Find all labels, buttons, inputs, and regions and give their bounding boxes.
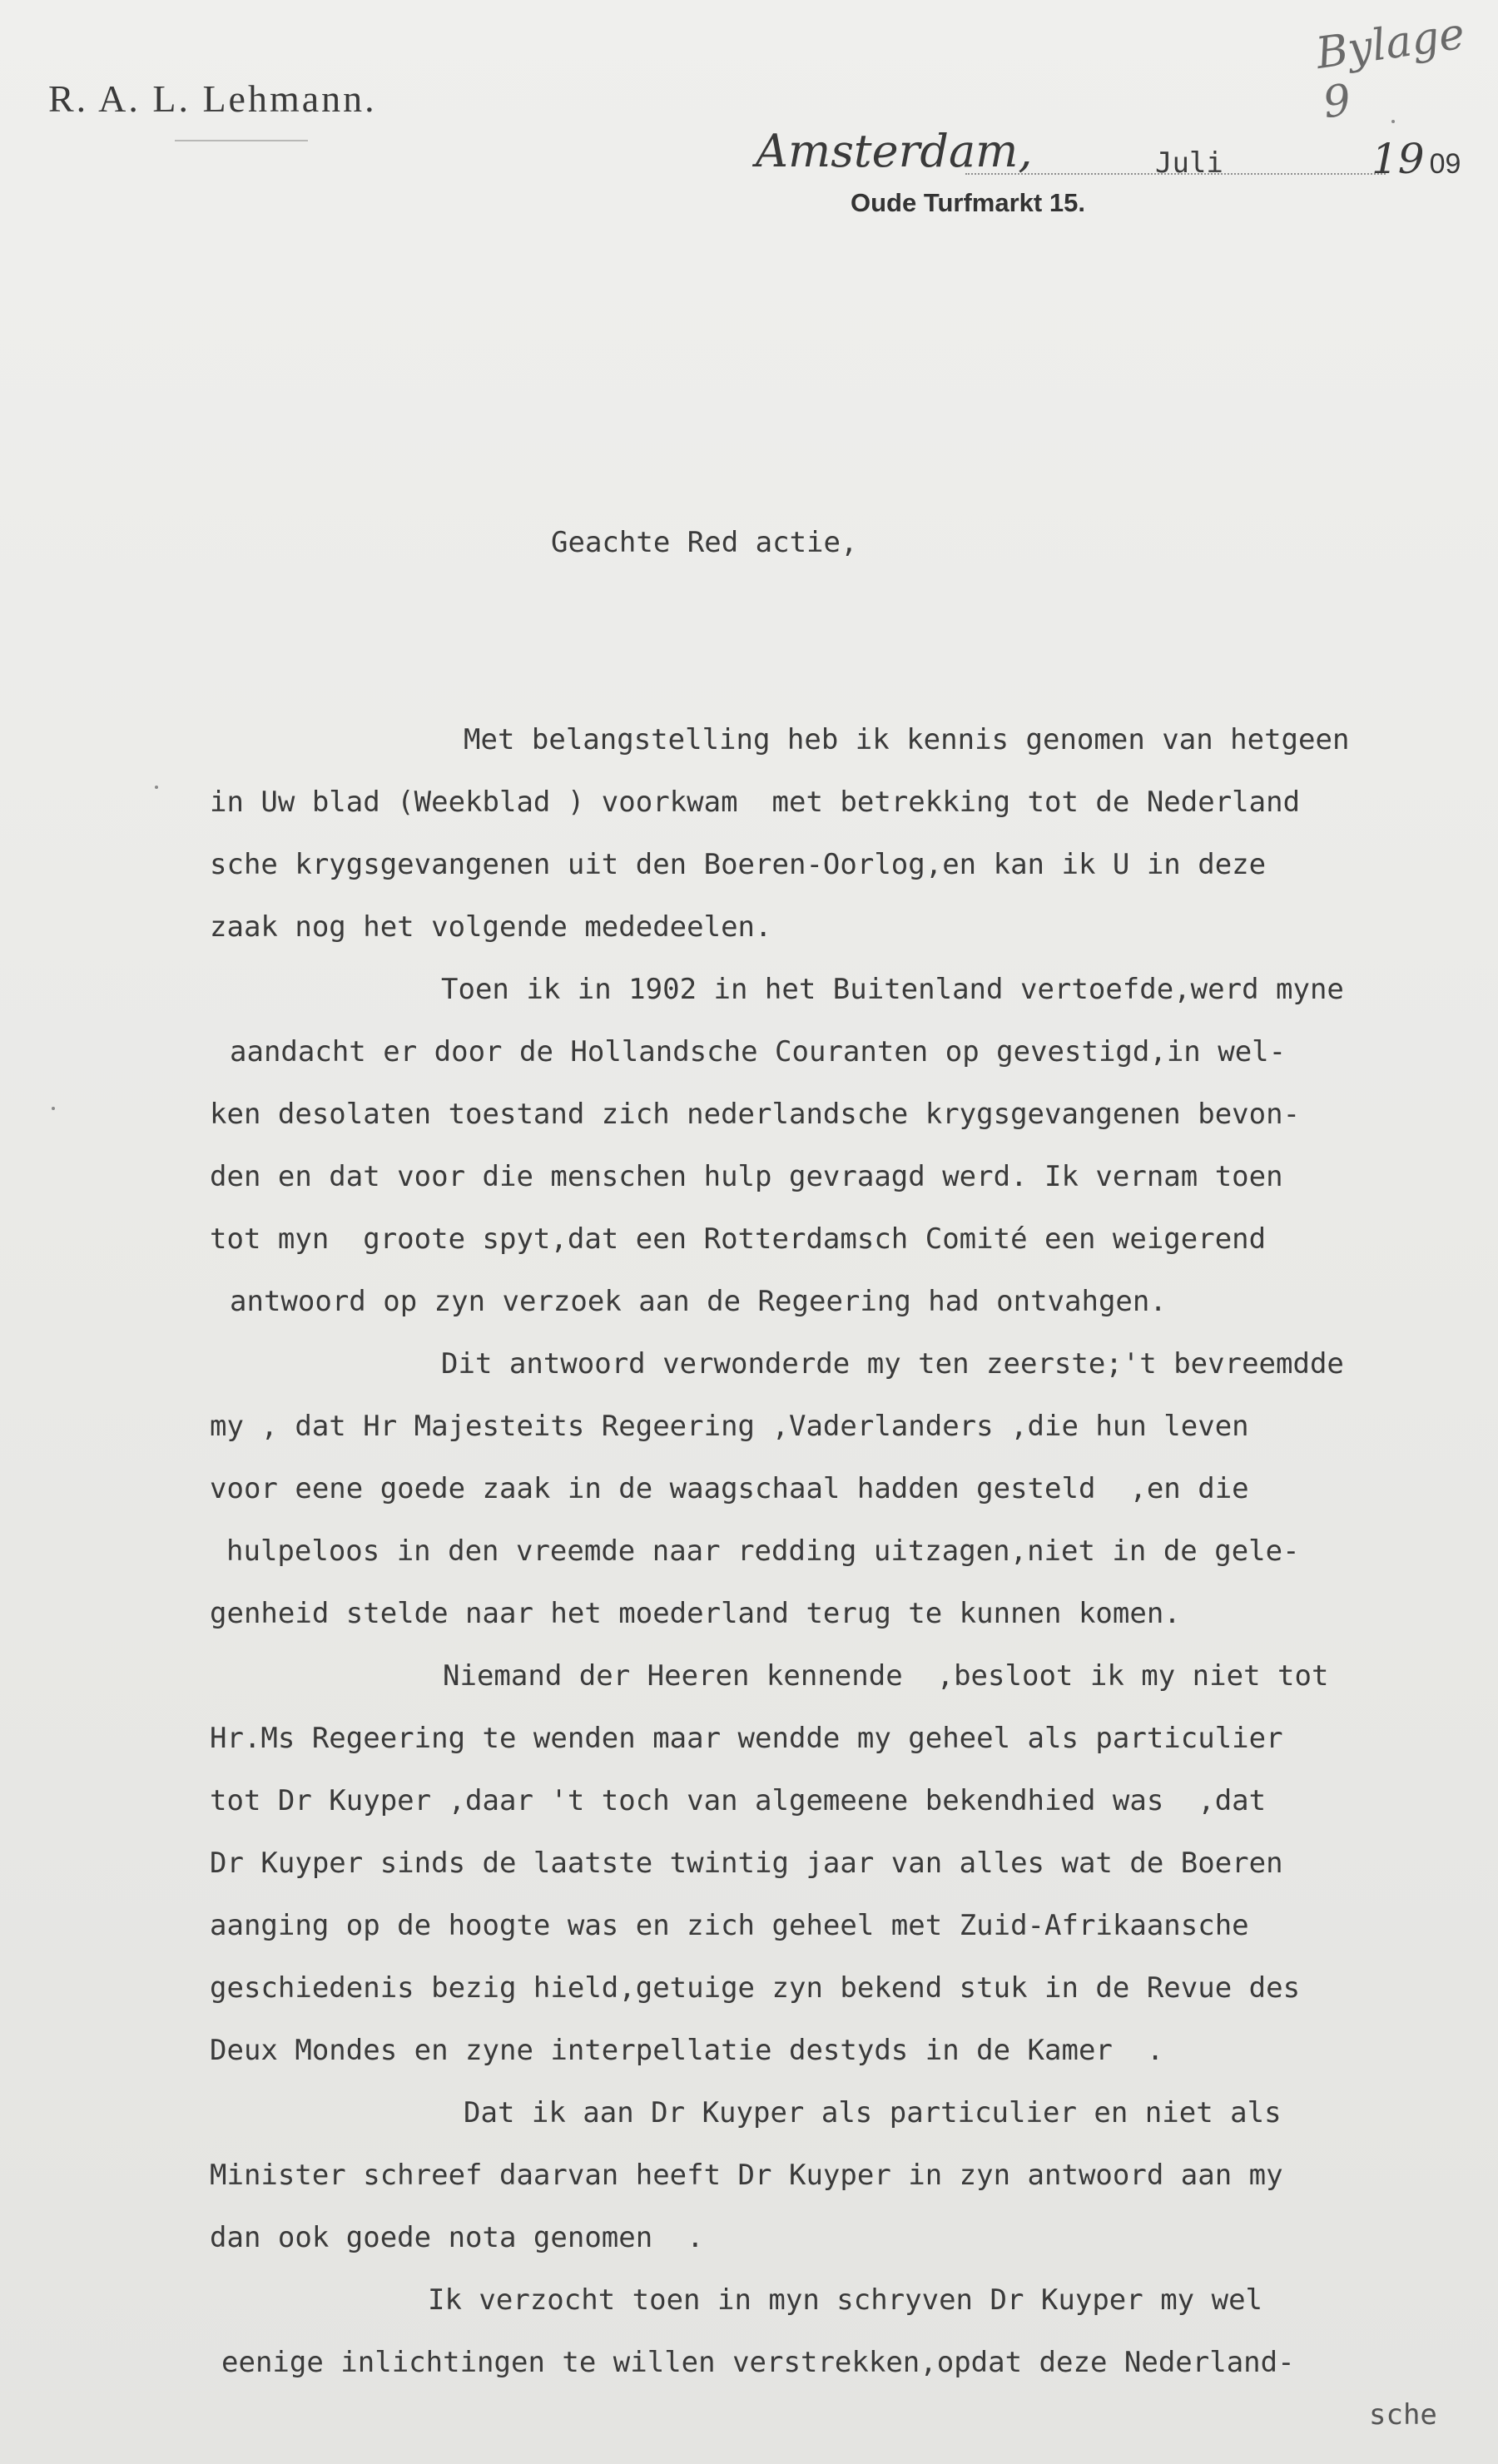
body-line: den en dat voor die menschen hulp gevraagd werd. Ik vernam toen [210,1160,1283,1193]
body-line: tot Dr Kuyper ,daar 't toch van algemeene bekendhied was ,dat [210,1784,1267,1817]
sender-name: R. A. L. Lehmann. [48,77,377,120]
body-line: hulpeloos in den vreemde naar redding uitzagen,niet in de gele- [226,1534,1300,1568]
date-month: Juli [1155,146,1223,180]
body-line: aandacht er door de Hollandsche Couranten op gevestigd,in wel- [230,1035,1287,1068]
body-line: Hr.Ms Regeering te wenden maar wendde my geheel als particulier [210,1722,1283,1755]
body-line: Dit antwoord verwonderde my ten zeerste;'t bevreemdde [441,1347,1344,1381]
letterhead-rule [175,140,308,141]
body-line: voor eene goede zaak in de waagschaal hadden gesteld ,en die [210,1472,1249,1505]
body-line: Niemand der Heeren kennende ,besloot ik my niet tot [443,1659,1329,1693]
body-line: Ik verzocht toen in myn schryven Dr Kuyper my wel [428,2283,1263,2317]
paper-speck [1391,120,1395,123]
sender-address: Oude Turfmarkt 15. [851,188,1085,217]
body-line: tot myn groote spyt,dat een Rotterdamsch Comité een weigerend [210,1222,1267,1256]
salutation: Geachte Red actie, [551,526,858,559]
date-year [1372,135,1461,183]
body-line: my , dat Hr Majesteits Regeering ,Vaderlanders ,die hun leven [210,1410,1249,1443]
body-line: antwoord op zyn verzoek aan de Regeering had ontvahgen. [230,1285,1167,1318]
body-line: Met belangstelling heb ik kennis genomen van hetgeen [464,723,1350,756]
body-line: Dr Kuyper sinds de laatste twintig jaar van alles wat de Boeren [210,1847,1283,1880]
date-year-suffix: 09 [1429,148,1461,180]
body-line: aanging op de hoogte was en zich geheel met Zuid-Afrikaansche [210,1909,1249,1942]
body-line: Toen ik in 1902 in het Buitenland vertoefde,werd myne [441,973,1344,1006]
body-line: Dat ik aan Dr Kuyper als particulier en niet als [464,2096,1282,2129]
paper-speck [155,786,158,789]
body-line: eenige inlichtingen te willen verstrekken,opdat deze Nederland- [221,2346,1295,2379]
body-line: dan ook goede nota genomen . [210,2221,704,2254]
archive-note: Bylage 9 [1312,8,1468,129]
body-line: Minister schreef daarvan heeft Dr Kuyper in zyn antwoord aan my [210,2159,1283,2192]
body-line: geschiedenis bezig hield,getuige zyn bekend stuk in de Revue des [210,1971,1301,2005]
body-line: Deux Mondes en zyne interpellatie destyds in de Kamer . [210,2034,1164,2067]
paper-speck [52,1107,55,1110]
letter-body [210,709,1441,2394]
body-line: ken desolaten toestand zich nederlandsche krygsgevangenen bevon- [210,1098,1301,1131]
date-year-prefix: 19 [1372,135,1425,183]
body-line: zaak nog het volgende mededeelen. [210,910,772,944]
catchword: sche [1369,2398,1437,2432]
body-line: sche krygsgevangenen uit den Boeren-Oorlog,en kan ik U in deze [210,848,1267,881]
body-line: genheid stelde naar het moederland terug te kunnen komen. [210,1597,1181,1630]
place-of-writing: Amsterdam, [756,125,1033,177]
body-line: in Uw blad (Weekblad ) voorkwam met betrekking tot de Nederland [210,786,1301,819]
